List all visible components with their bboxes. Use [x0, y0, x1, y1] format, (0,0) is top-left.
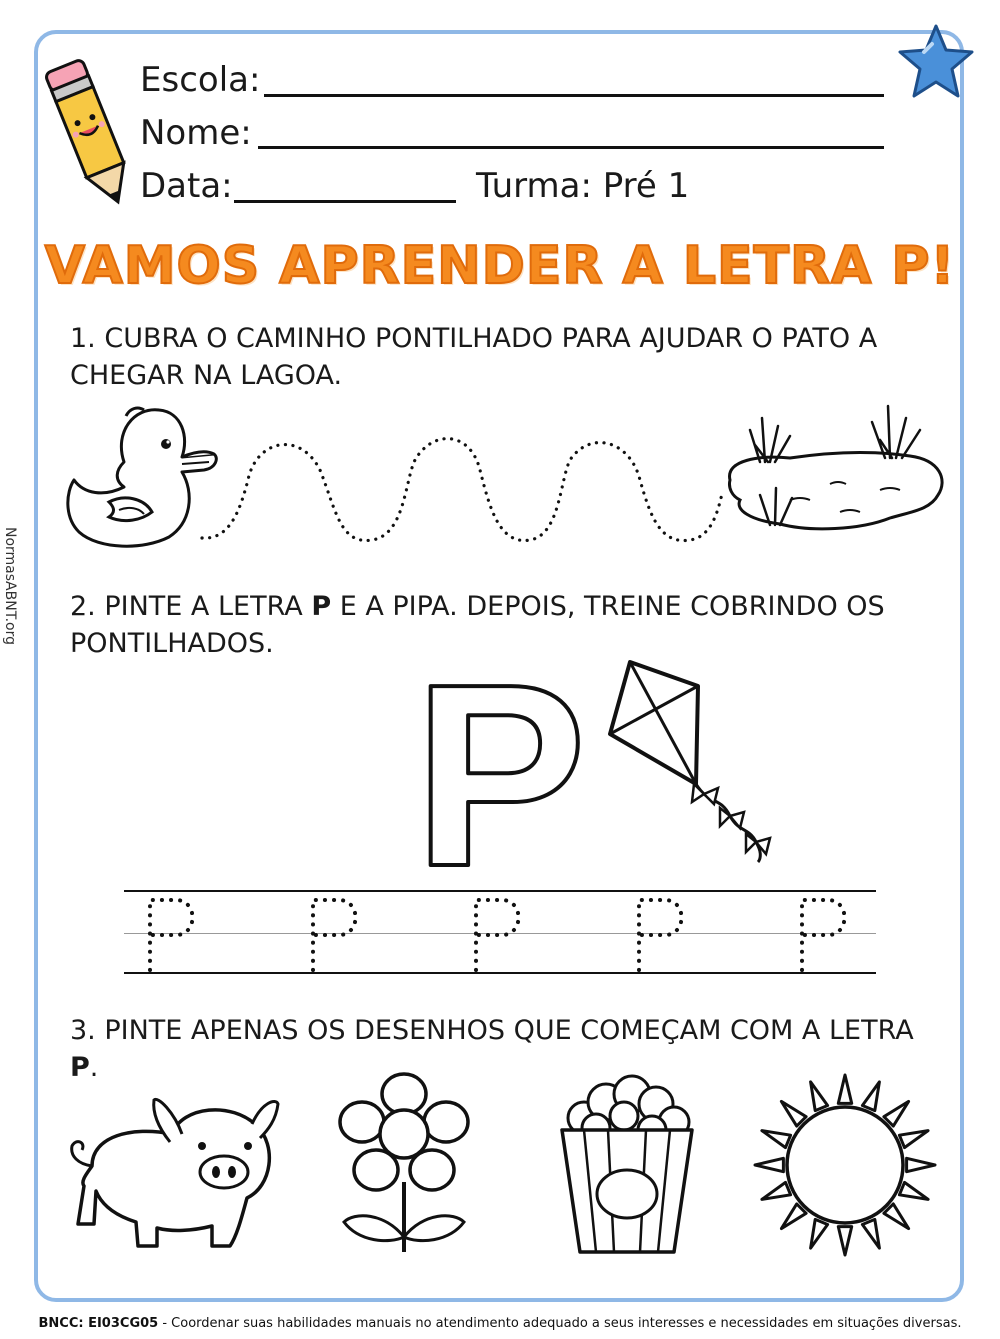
sun-ray — [838, 1227, 851, 1255]
footer-note: BNCC: EI03CG05 - Coordenar suas habilidades manuais no atendimento adequado a seus interesses e necessidades em situações diversas. — [38, 1316, 962, 1331]
name-label: Nome: — [140, 113, 252, 153]
tracing-letter[interactable] — [802, 900, 845, 970]
svg-text:P: P — [413, 631, 587, 921]
flower-icon[interactable] — [334, 1072, 474, 1257]
sun-ray — [862, 1082, 879, 1111]
sun-ray — [899, 1182, 928, 1199]
sun-ray — [762, 1131, 791, 1148]
popcorn-icon[interactable] — [554, 1072, 700, 1258]
sun-ray — [781, 1101, 806, 1126]
tracing-letter[interactable] — [150, 900, 193, 970]
tracing-letter[interactable] — [639, 900, 682, 970]
page-title: VAMOS APRENDER A LETRA P! — [44, 236, 956, 296]
sun-ray — [762, 1182, 791, 1199]
tracing-letter[interactable] — [476, 900, 519, 970]
school-label: Escola: — [140, 60, 261, 100]
sun-ray — [899, 1131, 928, 1148]
sun-ray — [884, 1101, 909, 1126]
exercise-3-text: 3. PINTE APENAS OS DESENHOS QUE COMEÇAM COM A LETRA P. — [70, 1015, 914, 1083]
side-watermark: NormasABNT.org — [2, 526, 18, 645]
tracing-letter[interactable] — [313, 900, 356, 970]
exercise-1-text: 1. CUBRA O CAMINHO PONTILHADO PARA AJUDAR O PATO A CHEGAR NA LAGOA. — [70, 323, 878, 391]
sun-ray — [907, 1158, 935, 1171]
sun-icon[interactable] — [752, 1072, 938, 1258]
exercise-2-text: 2. PINTE A LETRA P E A PIPA. DEPOIS, TREINE COBRINDO OS PONTILHADOS. — [70, 591, 885, 659]
sun-ray — [755, 1158, 783, 1171]
sun-ray — [838, 1075, 851, 1103]
sun-ray — [811, 1219, 828, 1248]
sun-ray — [884, 1204, 909, 1229]
sun-ray — [862, 1219, 879, 1248]
sun-ray — [811, 1082, 828, 1111]
date-label: Data: — [140, 166, 233, 206]
class-label: Turma: Pré 1 — [476, 166, 690, 206]
pig-icon[interactable] — [62, 1086, 282, 1256]
sun-ray — [781, 1204, 806, 1229]
